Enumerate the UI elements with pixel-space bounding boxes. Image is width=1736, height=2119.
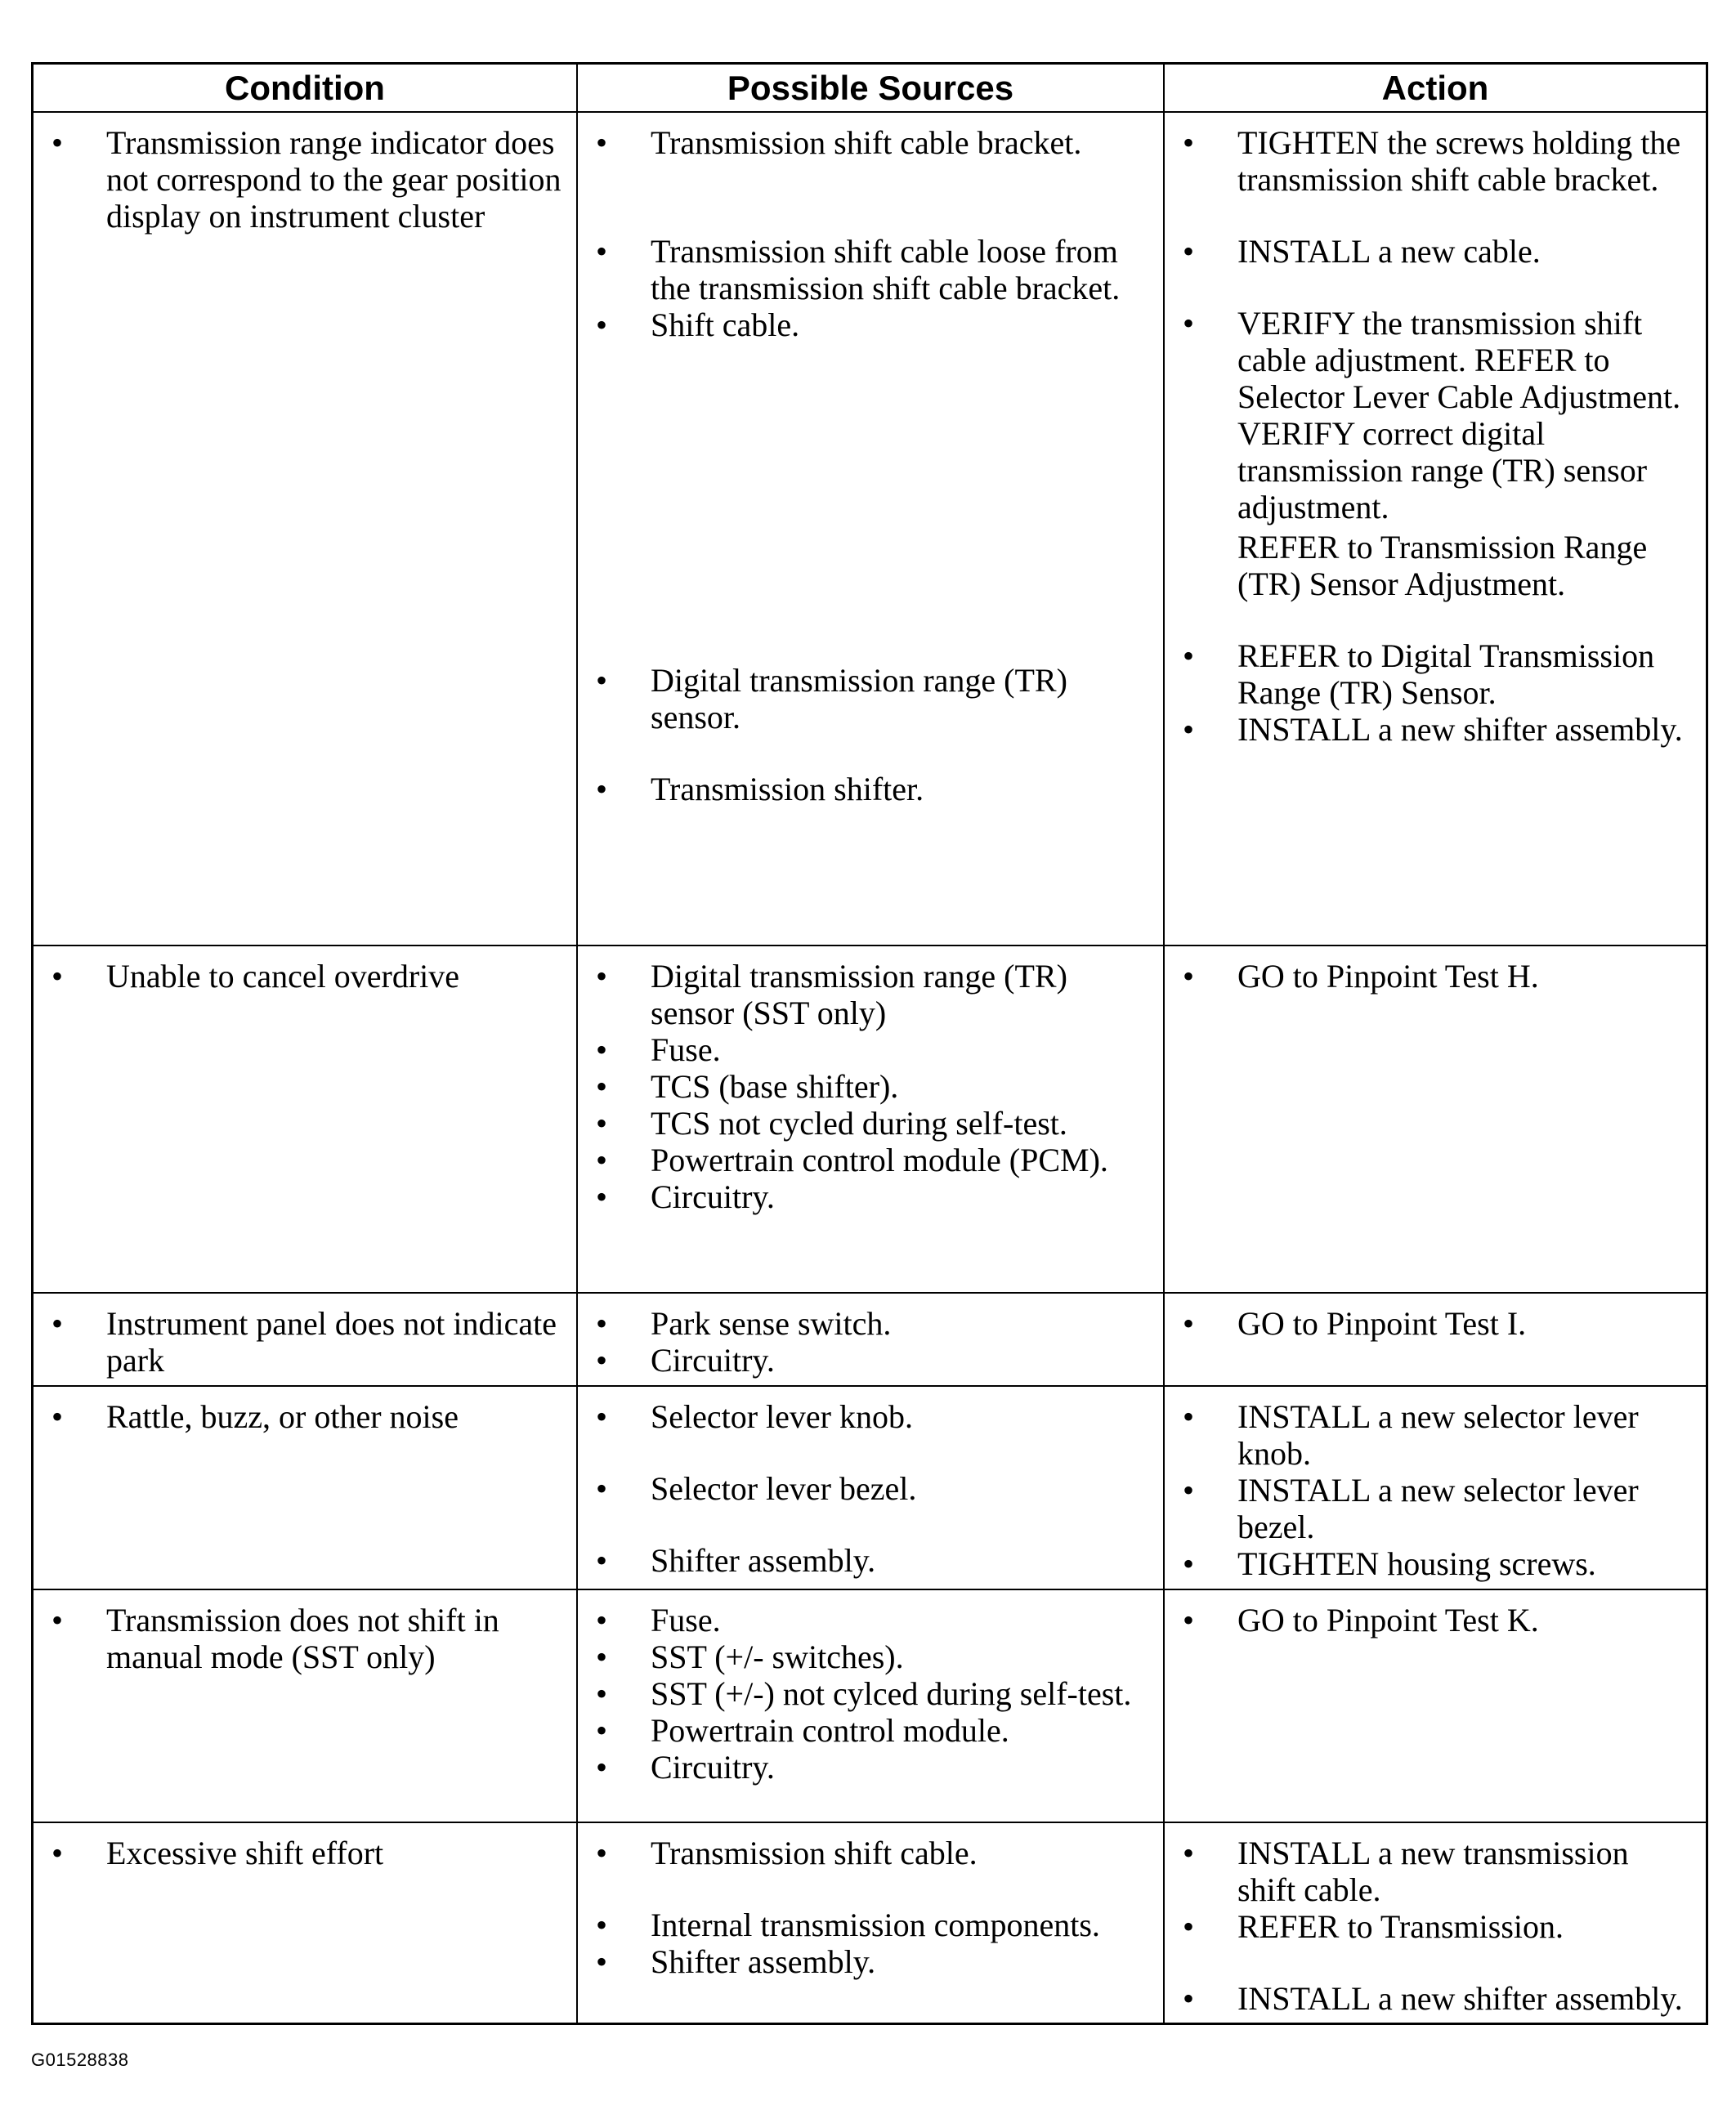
- table-row: [34, 1589, 1706, 1822]
- list-item: • SST (+/- switches).: [596, 1638, 904, 1675]
- list-item: • REFER to Digital Transmission Range (TR) Sensor.: [1183, 637, 1655, 711]
- table-row: [34, 1293, 1706, 1386]
- list-item: • REFER to Transmission.: [1183, 1908, 1564, 1945]
- list-item: • Fuse.: [596, 1031, 721, 1068]
- condition-cell: [34, 1386, 577, 1589]
- list-item: • GO to Pinpoint Test K.: [1183, 1602, 1539, 1638]
- diagnosis-table-frame: [31, 62, 1708, 2025]
- list-item-continuation: REFER to Transmission Range (TR) Sensor Adjustment.: [1237, 529, 1648, 602]
- list-item: • Digital transmission range (TR) sensor.: [596, 662, 1067, 735]
- bullet-icon: •: [51, 958, 64, 995]
- list-item: • Rattle, buzz, or other noise: [51, 1398, 459, 1435]
- list-item: • Powertrain control module (PCM).: [596, 1142, 1108, 1178]
- list-item: • Shifter assembly.: [596, 1542, 876, 1579]
- bullet-icon: •: [596, 1398, 608, 1435]
- bullet-icon: •: [1183, 711, 1195, 748]
- bullet-icon: •: [596, 306, 608, 343]
- sources-cell: [577, 1386, 1164, 1589]
- bullet-icon: •: [596, 1142, 608, 1178]
- bullet-icon: •: [596, 958, 608, 995]
- list-item: • INSTALL a new transmission shift cable.: [1183, 1835, 1629, 1908]
- bullet-icon: •: [51, 1835, 64, 1871]
- bullet-icon: •: [1183, 1472, 1195, 1509]
- bullet-icon: •: [596, 233, 608, 270]
- bullet-icon: •: [1183, 1545, 1195, 1582]
- list-item: • Transmission shift cable.: [596, 1835, 978, 1871]
- list-item: • Fuse.: [596, 1602, 721, 1638]
- list-item: • TIGHTEN housing screws.: [1183, 1545, 1596, 1582]
- bullet-icon: •: [51, 1602, 64, 1638]
- bullet-icon: •: [596, 1542, 608, 1579]
- bullet-icon: •: [1183, 1305, 1195, 1342]
- list-item: • Powertrain control module.: [596, 1712, 1009, 1749]
- bullet-icon: •: [596, 1675, 608, 1712]
- bullet-icon: •: [51, 124, 64, 161]
- condition-cell: [34, 1589, 577, 1822]
- list-item: • TCS not cycled during self-test.: [596, 1105, 1067, 1142]
- bullet-icon: •: [51, 1398, 64, 1435]
- list-item: • Circuitry.: [596, 1178, 775, 1215]
- action-cell: [1164, 1822, 1706, 2023]
- table-row: [34, 1386, 1706, 1589]
- bullet-icon: •: [1183, 1908, 1195, 1945]
- condition-cell: [34, 112, 577, 946]
- bullet-icon: •: [1183, 305, 1195, 342]
- list-item: • INSTALL a new selector lever bezel.: [1183, 1472, 1639, 1545]
- list-item: • Shift cable.: [596, 306, 800, 343]
- list-item: • Excessive shift effort: [51, 1835, 384, 1871]
- bullet-icon: •: [596, 1178, 608, 1215]
- bullet-icon: •: [1183, 958, 1195, 995]
- bullet-icon: •: [596, 1305, 608, 1342]
- bullet-icon: •: [596, 1105, 608, 1142]
- sources-cell: [577, 1293, 1164, 1386]
- header-row: [34, 65, 1706, 112]
- bullet-icon: •: [1183, 637, 1195, 674]
- list-item: • Instrument panel does not indicate park: [51, 1305, 557, 1379]
- bullet-icon: •: [596, 1749, 608, 1786]
- sources-cell: [577, 1822, 1164, 2023]
- header-possible-sources: Possible Sources: [577, 65, 1164, 112]
- bullet-icon: •: [596, 1638, 608, 1675]
- action-cell: [1164, 946, 1706, 1293]
- list-item: • INSTALL a new cable.: [1183, 233, 1541, 270]
- bullet-icon: •: [1183, 1398, 1195, 1435]
- list-item: • Transmission shifter.: [596, 771, 924, 807]
- bullet-icon: •: [596, 1031, 608, 1068]
- header-condition: Condition: [34, 65, 577, 112]
- condition-cell: [34, 1822, 577, 2023]
- sources-cell: [577, 112, 1164, 946]
- bullet-icon: •: [596, 1943, 608, 1980]
- bullet-icon: •: [1183, 124, 1195, 161]
- list-item: • Circuitry.: [596, 1342, 775, 1379]
- list-item: • Selector lever knob.: [596, 1398, 913, 1435]
- list-item: • Unable to cancel overdrive: [51, 958, 460, 995]
- diagnosis-table: [34, 65, 1706, 2023]
- list-item: • Transmission does not shift in manual mode (SST only): [51, 1602, 499, 1675]
- figure-id: G01528838: [31, 2050, 129, 2070]
- condition-cell: [34, 1293, 577, 1386]
- bullet-icon: •: [596, 1835, 608, 1871]
- table-row: [34, 1822, 1706, 2023]
- bullet-icon: •: [1183, 1602, 1195, 1638]
- bullet-icon: •: [1183, 1835, 1195, 1871]
- sources-cell: [577, 946, 1164, 1293]
- list-item: • Transmission shift cable loose from the transmission shift cable bracket.: [596, 233, 1121, 306]
- list-item: • GO to Pinpoint Test H.: [1183, 958, 1539, 995]
- list-item: • Shifter assembly.: [596, 1943, 876, 1980]
- bullet-icon: •: [1183, 233, 1195, 270]
- condition-cell: [34, 946, 577, 1293]
- bullet-icon: •: [596, 1602, 608, 1638]
- list-item: • Transmission shift cable bracket.: [596, 124, 1082, 161]
- table-row: [34, 946, 1706, 1293]
- list-item: • Transmission range indicator does not correspond to the gear position display on instrument cluster: [51, 124, 562, 235]
- list-item: • Park sense switch.: [596, 1305, 892, 1342]
- sources-cell: [577, 1589, 1164, 1822]
- bullet-icon: •: [596, 1068, 608, 1105]
- bullet-icon: •: [596, 1712, 608, 1749]
- bullet-icon: •: [1183, 1980, 1195, 2017]
- bullet-icon: •: [596, 124, 608, 161]
- bullet-icon: •: [596, 1470, 608, 1507]
- list-item: • SST (+/-) not cylced during self-test.: [596, 1675, 1132, 1712]
- bullet-icon: •: [596, 1907, 608, 1943]
- list-item: • Internal transmission components.: [596, 1907, 1100, 1943]
- action-cell: [1164, 1589, 1706, 1822]
- list-item: • GO to Pinpoint Test I.: [1183, 1305, 1527, 1342]
- list-item: • Selector lever bezel.: [596, 1470, 917, 1507]
- action-cell: [1164, 1386, 1706, 1589]
- header-action: Action: [1164, 65, 1706, 112]
- list-item: • Digital transmission range (TR) sensor (SST only): [596, 958, 1067, 1031]
- bullet-icon: •: [596, 771, 608, 807]
- bullet-icon: •: [596, 1342, 608, 1379]
- list-item: • INSTALL a new shifter assembly.: [1183, 1980, 1683, 2017]
- bullet-icon: •: [51, 1305, 64, 1342]
- action-cell: [1164, 1293, 1706, 1386]
- table-row: [34, 112, 1706, 946]
- list-item: • TIGHTEN the screws holding the transmission shift cable bracket.: [1183, 124, 1681, 198]
- bullet-icon: •: [596, 662, 608, 699]
- list-item: • INSTALL a new shifter assembly.: [1183, 711, 1683, 748]
- list-item: • Circuitry.: [596, 1749, 775, 1786]
- list-item: • VERIFY the transmission shift cable adjustment. REFER to Selector Lever Cable Adjustment. VERIFY correct digital transmission range (TR) sensor adjustment.: [1183, 305, 1681, 525]
- list-item: • TCS (base shifter).: [596, 1068, 899, 1105]
- action-cell: [1164, 112, 1706, 946]
- list-item: • INSTALL a new selector lever knob.: [1183, 1398, 1639, 1472]
